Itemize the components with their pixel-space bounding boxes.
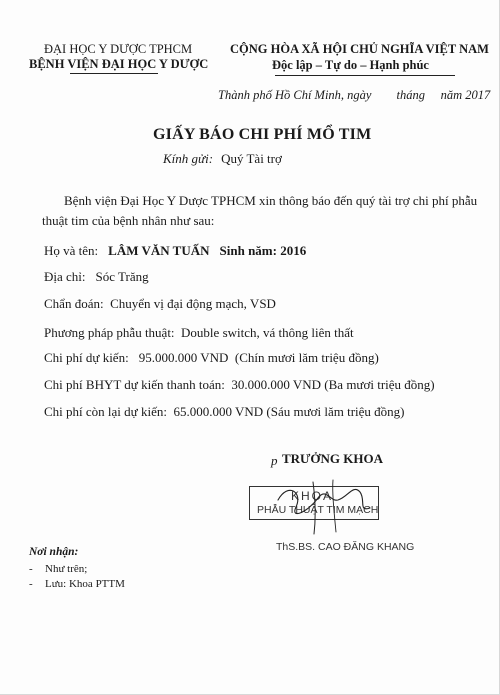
cost-row-estimated bbox=[44, 350, 379, 366]
org-underline bbox=[70, 73, 158, 74]
cost-amount: 30.000.000 VND bbox=[231, 377, 322, 392]
motto-underline bbox=[275, 75, 455, 76]
birth-label: Sinh năm: bbox=[219, 243, 277, 258]
signature-mark: p bbox=[271, 453, 278, 468]
bullet-dash: - bbox=[29, 563, 33, 575]
recipients-label: Nơi nhận: bbox=[29, 546, 79, 558]
patient-name-row bbox=[44, 243, 306, 259]
diagnosis-row bbox=[44, 296, 276, 312]
stamp-line-2: PHẪU THUẬT TIM MẠCH bbox=[257, 504, 379, 516]
national-title: CỘNG HÒA XÃ HỘI CHỦ NGHĨA VIỆT NAM bbox=[230, 42, 489, 56]
diagnosis-label: Chẩn đoán: bbox=[44, 296, 104, 311]
method-label: Phương pháp phẫu thuật: bbox=[44, 325, 175, 340]
recipient-item bbox=[29, 563, 87, 575]
recipient-item-text: Lưu: Khoa PTTM bbox=[45, 578, 125, 590]
recipient-value: Quý Tài trợ bbox=[221, 151, 282, 166]
recipient-item-text: Như trên; bbox=[45, 563, 88, 575]
cost-words: (Chín mươi lăm triệu đồng) bbox=[234, 350, 379, 365]
recipient-item bbox=[29, 578, 125, 590]
address-value: Sóc Trăng bbox=[95, 269, 149, 284]
cost-row-remaining bbox=[44, 404, 405, 420]
handwritten-signature bbox=[258, 462, 398, 542]
org-parent-name: ĐẠI HỌC Y DƯỢC TPHCM bbox=[44, 42, 193, 56]
org-hospital-name: BỆNH VIỆN ĐẠI HỌC Y DƯỢC bbox=[29, 57, 209, 71]
national-motto: Độc lập – Tự do – Hạnh phúc bbox=[272, 58, 429, 72]
document-title: GIẤY BÁO CHI PHÍ MỔ TIM bbox=[153, 126, 372, 143]
cost-words: (Ba mươi triệu đồng) bbox=[324, 377, 435, 392]
bullet-dash: - bbox=[29, 578, 33, 590]
address-row bbox=[44, 269, 149, 285]
stamp-line-1: KHOA bbox=[291, 489, 334, 503]
cost-row-insurance bbox=[44, 377, 435, 393]
cost-words: (Sáu mươi lăm triệu đồng) bbox=[266, 404, 405, 419]
address-label: Địa chỉ: bbox=[44, 269, 86, 284]
recipient-label: Kính gửi: bbox=[163, 151, 214, 166]
method-value: Double switch, vá thông liên thất bbox=[181, 325, 354, 340]
cost-label: Chi phí còn lại dự kiến: bbox=[44, 404, 167, 419]
name-label: Họ và tên: bbox=[44, 243, 99, 258]
intro-line-1: Bệnh viện Đại Học Y Dược TPHCM xin thông báo đến quý tài trợ chi phí phẫu bbox=[64, 193, 478, 208]
diagnosis-value: Chuyển vị đại động mạch, VSD bbox=[110, 296, 276, 311]
signature-title: TRƯỞNG KHOA bbox=[282, 451, 383, 466]
cost-amount: 95.000.000 VND bbox=[138, 350, 229, 365]
signer-name: ThS.BS. CAO ĐĂNG KHANG bbox=[276, 541, 415, 553]
cost-amount: 65.000.000 VND bbox=[173, 404, 264, 419]
place-date-line: Thành phố Hồ Chí Minh, ngày tháng năm 2017 bbox=[218, 88, 491, 102]
birth-year: 2016 bbox=[280, 243, 307, 258]
cost-label: Chi phí BHYT dự kiến thanh toán: bbox=[44, 377, 225, 392]
patient-name: LÂM VĂN TUẤN bbox=[108, 243, 210, 258]
method-row bbox=[44, 325, 354, 341]
recipient-line bbox=[163, 151, 282, 167]
intro-line-2: thuật tim của bệnh nhân như sau: bbox=[42, 213, 215, 228]
cost-label: Chi phí dự kiến: bbox=[44, 350, 129, 365]
